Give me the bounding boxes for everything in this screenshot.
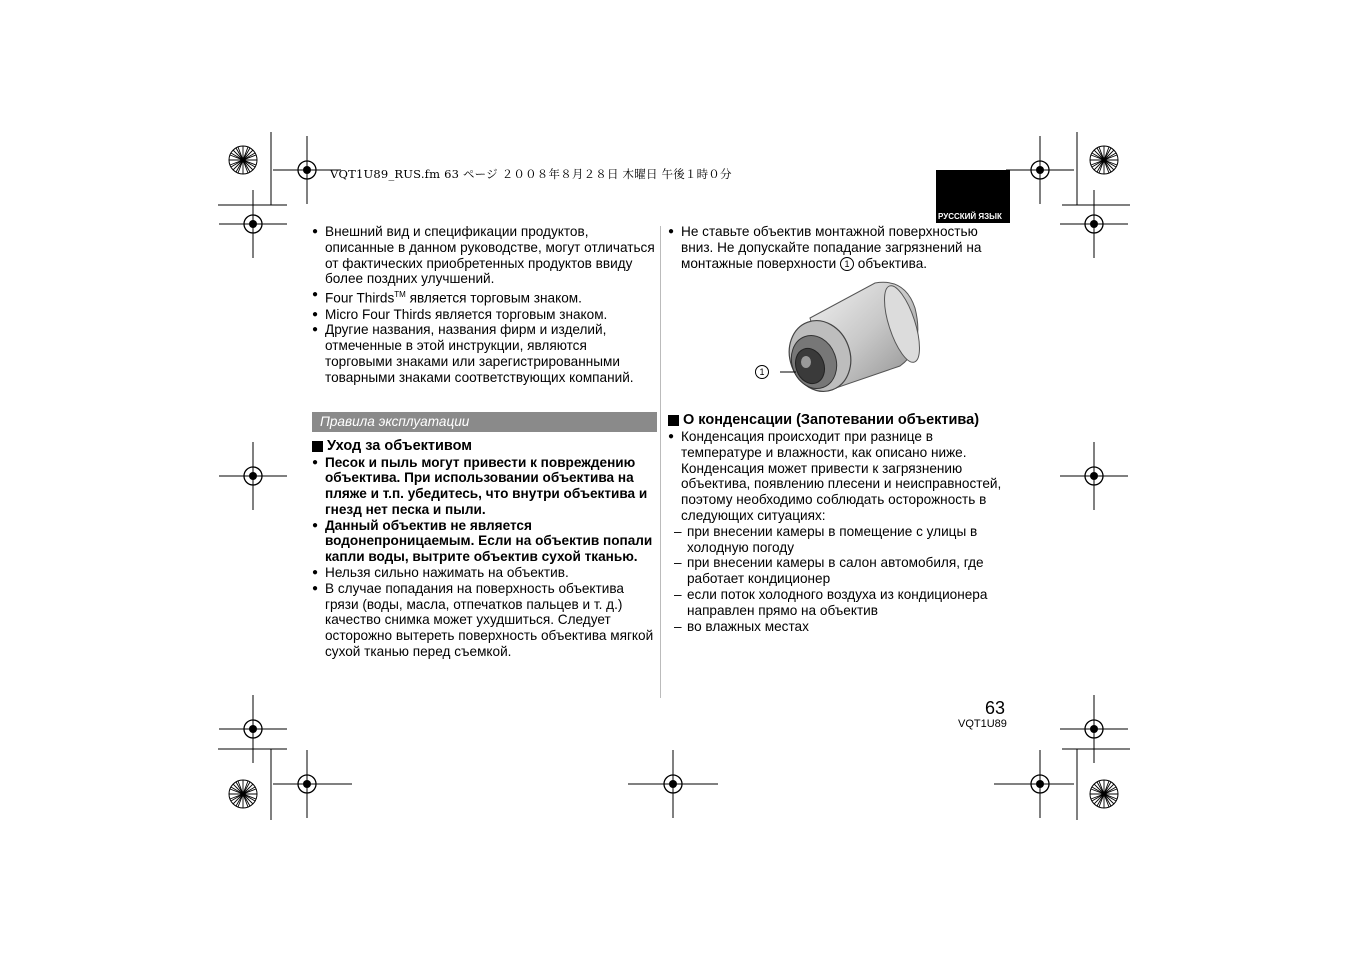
- column-divider: [660, 226, 661, 698]
- list-item: ● Внешний вид и спецификации продуктов, описанные в данном руководстве, могут отличаться от фактических приобретенных продуктов ввиду более поздних улучшений.: [312, 224, 657, 287]
- list-item: ● Нельзя сильно нажимать на объектив.: [312, 565, 657, 581]
- list-item: – при внесении камеры в салон автомобиля, где работает кондиционер: [668, 555, 1013, 587]
- list-item: ● Не ставьте объектив монтажной поверхностью вниз. Не допускайте попадание загрязнений на монтажные поверхности 1 объектива.: [668, 224, 1013, 271]
- subheading-condensation: О конденсации (Запотевании объектива): [668, 412, 1013, 429]
- list-item: ● Песок и пыль могут привести к повреждению объектива. При использовании объектива на пляже и т.п. убедитесь, что внутри объектива и гнезд нет песка и пыли.: [312, 455, 657, 518]
- subheading-lens-care: Уход за объективом: [312, 438, 657, 455]
- lens-illustration: [780, 278, 930, 398]
- list-item: – если поток холодного воздуха из кондиционера направлен прямо на объектив: [668, 587, 1013, 619]
- condensation-list: [668, 429, 1013, 524]
- page-number: 63: [985, 698, 1006, 718]
- care-list: [312, 455, 657, 660]
- list-item: ● Данный объектив не является водонепроницаемым. Если на объектив попали капли воды, вытрите объектив сухой тканью.: [312, 518, 657, 565]
- callout-number: 1: [840, 257, 854, 271]
- section-title: Правила эксплуатации: [312, 412, 657, 432]
- list-item: – во влажных местах: [668, 619, 1013, 635]
- right-column: [668, 224, 1013, 271]
- language-tab: [936, 170, 1010, 223]
- list-item: ● В случае попадания на поверхность объектива грязи (воды, масла, отпечатков пальцев и т. д.) качество снимка может ухудшиться. Следует осторожно вытереть поверхность объектива мягкой сухой тканью перед съемкой.: [312, 581, 657, 660]
- document-code: VQT1U89: [958, 718, 1007, 730]
- left-column: [312, 224, 657, 660]
- list-item: – при внесении камеры в помещение с улицы в холодную погоду: [668, 524, 1013, 556]
- language-tab-label: РУССКИЙ ЯЗЫК: [938, 212, 1002, 221]
- mount-list: [668, 224, 1013, 271]
- list-item: ● Micro Four Thirds является торговым знаком.: [312, 307, 657, 323]
- condensation-section: [668, 412, 1013, 634]
- intro-list: [312, 224, 657, 386]
- trademark-sup: TM: [394, 290, 406, 300]
- list-item: ● Другие названия, названия фирм и изделий, отмеченные в этой инструкции, являются торговыми знаками или зарегистрированными товарными знаками соответствующих компаний.: [312, 322, 657, 385]
- list-item: ● Конденсация происходит при разнице в температуре и влажности, как описано ниже. Конденсация может привести к загрязнению объектива, появлению плесени и неисправностей, поэтому необходимо соблюдать осторожность в следующих ситуациях:: [668, 429, 1013, 524]
- lens-callout-label: 1: [755, 365, 769, 379]
- file-header: VQT1U89_RUS.fm 63 ページ ２００８年８月２８日 木曜日 午後１時０分: [330, 167, 732, 181]
- list-item: ● Four Thirds™ является торговым знаком.: [312, 287, 657, 306]
- situations-list: [668, 524, 1013, 635]
